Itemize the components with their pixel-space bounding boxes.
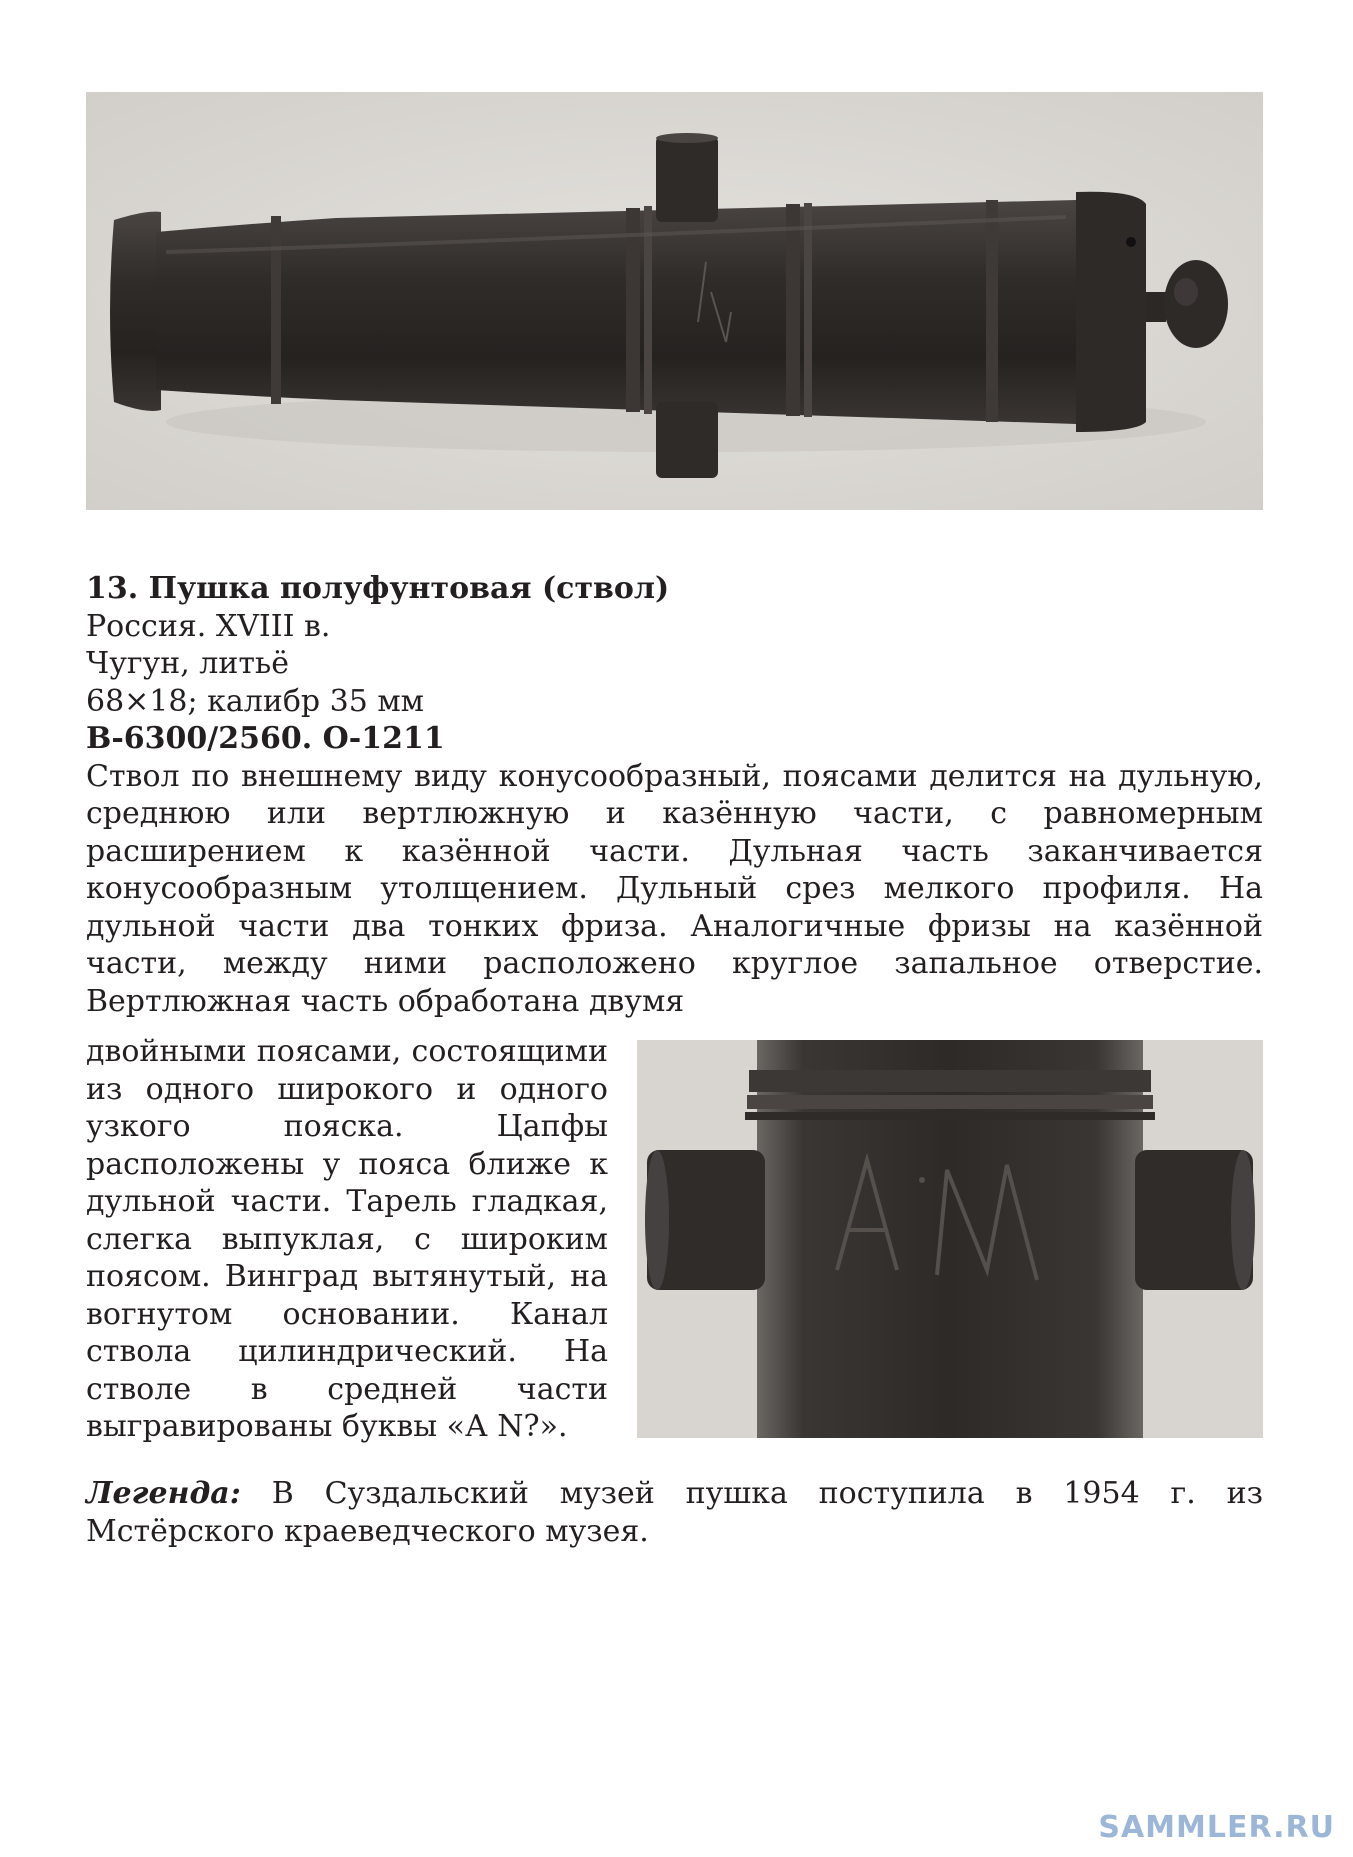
legend-label: Легенда: (86, 1476, 241, 1511)
legend-paragraph (86, 1475, 1263, 1550)
entry-origin: Россия. XVIII в. (86, 608, 331, 644)
legend-text: В Суздальский музей пушка поступила в 1954 г. из Мстёрского краеведческого музея. (86, 1476, 1263, 1549)
entry-inventory: В-6300/2560. О-1211 (86, 721, 445, 756)
site-watermark: SAMMLER.RU (1098, 1810, 1335, 1845)
entry-dimensions: 68×18; калибр 35 мм (86, 683, 424, 719)
entry-description-continued: двойными поясами, состоящими из одного широкого и одного узкого пояска. Цапфы расположены у пояса ближе к дульной части. Тарель гладкая, слегка выпуклая, с широким поясом. Винград вытянутый, на вогнутом основании. Канал ствола цилиндрический. На стволе в средней части выгравированы буквы «А N?». (86, 1034, 608, 1444)
entry-description: Ствол по внешнему виду конусообразный, поясами делится на дульную, среднюю или вертлюжную и казённую части, с равномерным расширением к казённой части. Дульная часть заканчивается конусообразным утолщением. Дульный срез мелкого профиля. На дульной части два тонких фриза. Аналогичные фризы на казённой части, между ними расположено круглое запальное отверстие. Вертлюжная часть обработана двумя (86, 758, 1263, 1019)
engraving-detail-photo (637, 1040, 1263, 1438)
entry-material: Чугун, литьё (86, 646, 290, 681)
cannon-photo (86, 92, 1263, 510)
entry-title: 13. Пушка полуфунтовая (ствол) (86, 571, 670, 606)
